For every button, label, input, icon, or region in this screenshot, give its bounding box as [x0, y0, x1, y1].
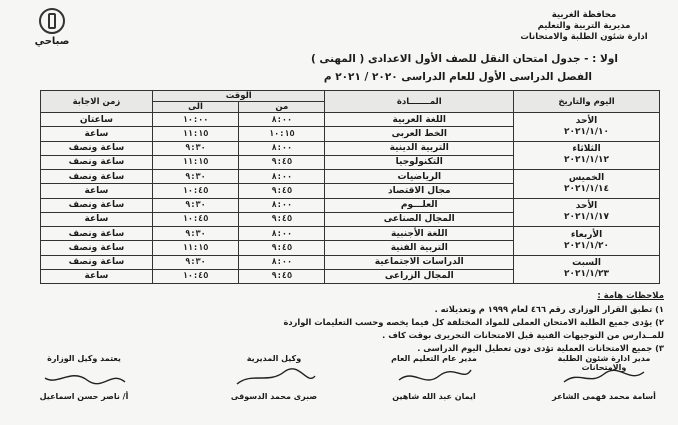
day-name: الأربعاء — [570, 229, 603, 240]
header-line: مديرية التربية والتعليم — [537, 21, 631, 31]
day-name: السبت — [572, 258, 601, 269]
subject-cell: التكنولوجيا — [325, 155, 514, 169]
day-date-cell — [514, 198, 660, 227]
notes-title: ملاحظات هامة : — [597, 291, 664, 301]
from-cell: ٩:٤٥ — [239, 212, 325, 226]
logo-text: صباحي — [34, 36, 70, 47]
from-cell: ٨:٠٠ — [239, 255, 325, 269]
signature-block — [544, 354, 664, 401]
title-line-2: الفصل الدراسى الأول للعام الدراسى ٢٠٢٠ / ٢٠٢١ م — [323, 71, 592, 83]
day-date-cell — [514, 255, 660, 284]
to-cell: ١١:١٥ — [152, 127, 238, 141]
subject-cell: مجال الاقتصاد — [325, 184, 514, 198]
to-cell: ١٠:٠٠ — [152, 113, 238, 127]
signature-title: مدير ادارة شئون الطلبة والامتحانات — [557, 354, 651, 372]
duration-cell: ساعة ونصف — [41, 255, 153, 269]
signature-block — [374, 354, 494, 401]
notes-section — [40, 290, 664, 355]
header-day-date: اليوم والتاريخ — [514, 91, 660, 113]
exam-date: ٢٠٢١/١/١٧ — [564, 212, 610, 223]
day-date-cell — [514, 141, 660, 170]
from-cell: ٩:٤٥ — [239, 155, 325, 169]
signature-title: يعتمد وكيل الوزارة — [47, 354, 121, 363]
to-cell: ١٠:٤٥ — [152, 212, 238, 226]
seal-icon — [39, 8, 65, 34]
note-item: ٢) يؤدى جميع الطلبة الامتحان العملى للمواد المختلفة كل فيما يخصه وحسب التعليمات الواردة — [283, 317, 664, 327]
header-from: من — [239, 102, 325, 113]
exam-schedule-table — [40, 90, 660, 284]
to-cell: ٩:٣٠ — [152, 141, 238, 155]
signature-scribble-icon — [374, 366, 494, 388]
day-name: الخميس — [568, 172, 605, 183]
header-duration: زمن الاجابة — [41, 91, 153, 113]
from-cell: ٩:٤٥ — [239, 184, 325, 198]
header-subject: المـــــــادة — [325, 91, 514, 113]
institution-header — [504, 10, 664, 43]
from-cell: ٨:٠٠ — [239, 113, 325, 127]
day-name: الثلاثاء — [572, 144, 601, 155]
day-name: الأحد — [575, 201, 598, 212]
day-date-cell — [514, 170, 660, 199]
signatures — [14, 354, 664, 414]
duration-cell: ساعة — [41, 184, 153, 198]
duration-cell: ساعتان — [41, 113, 153, 127]
logo — [28, 8, 76, 47]
header-line: ادارة شئون الطلبة والامتحانات — [520, 32, 648, 42]
day-date-cell — [514, 113, 660, 142]
header-line: محافظة الغربية — [551, 10, 617, 20]
subject-cell: التربية الفنية — [325, 241, 514, 255]
subject-cell: اللغة العربية — [325, 113, 514, 127]
note-item: ٣) جميع الامتحانات العملية تؤدى دون تعطيل اليوم الدراسى . — [417, 343, 664, 353]
subject-cell: المجال الزراعى — [325, 269, 514, 283]
duration-cell: ساعة ونصف — [41, 241, 153, 255]
day-name: الأحد — [575, 115, 598, 126]
document-titles — [40, 50, 664, 86]
duration-cell: ساعة ونصف — [41, 141, 153, 155]
from-cell: ٩:٤٥ — [239, 241, 325, 255]
duration-cell: ساعة ونصف — [41, 155, 153, 169]
table-row — [41, 170, 660, 184]
duration-cell: ساعة ونصف — [41, 227, 153, 241]
table-row — [41, 227, 660, 241]
day-date-cell — [514, 227, 660, 256]
signature-block — [214, 354, 334, 401]
schedule-body — [41, 113, 660, 284]
signature-name: صبرى محمد الدسوقى — [230, 392, 318, 401]
table-row — [41, 198, 660, 212]
signature-scribble-icon — [24, 366, 144, 388]
to-cell: ١٠:٤٥ — [152, 184, 238, 198]
subject-cell: اللغة الأجنبية — [325, 227, 514, 241]
header-to: الى — [152, 102, 238, 113]
table-row — [41, 255, 660, 269]
from-cell: ٨:٠٠ — [239, 141, 325, 155]
exam-date: ٢٠٢١/١/١٠ — [564, 126, 610, 137]
subject-cell: الدراسات الاجتماعية — [325, 255, 514, 269]
signature-name: أ/ ناصر حسن اسماعيل — [39, 392, 129, 401]
subject-cell: العلـــوم — [325, 198, 514, 212]
to-cell: ١١:١٥ — [152, 241, 238, 255]
to-cell: ٩:٣٠ — [152, 255, 238, 269]
title-line-1: اولا : - جدول امتحان النقل للصف الأول الاعدادى ( المهنى ) — [310, 53, 618, 65]
from-cell: ١٠:١٥ — [239, 127, 325, 141]
exam-date: ٢٠٢١/١/٢٣ — [564, 269, 610, 280]
signature-block — [24, 354, 144, 401]
to-cell: ٩:٣٠ — [152, 198, 238, 212]
signature-name: ايمان عبد الله شاهين — [392, 392, 476, 401]
duration-cell: ساعة — [41, 212, 153, 226]
table-row — [41, 113, 660, 127]
duration-cell: ساعة ونصف — [41, 198, 153, 212]
note-item: للمــدارس من التوجيهات الفنية قبل الامتحانات التحريرى بوقت كاف . — [382, 330, 664, 340]
subject-cell: التربية الدينية — [325, 141, 514, 155]
to-cell: ١١:١٥ — [152, 155, 238, 169]
to-cell: ٩:٣٠ — [152, 227, 238, 241]
signature-title: مدير عام التعليم العام — [391, 354, 477, 363]
from-cell: ٨:٠٠ — [239, 198, 325, 212]
subject-cell: الخط العربى — [325, 127, 514, 141]
from-cell: ٩:٤٥ — [239, 269, 325, 283]
subject-cell: الرياضيات — [325, 170, 514, 184]
from-cell: ٨:٠٠ — [239, 170, 325, 184]
table-row — [41, 141, 660, 155]
duration-cell: ساعة ونصف — [41, 170, 153, 184]
signature-scribble-icon — [214, 366, 334, 388]
note-item: ١) تطبق القرار الوزارى رقم ٤٦٦ لعام ١٩٩٩ م وتعديلاته . — [434, 304, 664, 314]
to-cell: ٩:٣٠ — [152, 170, 238, 184]
exam-date: ٢٠٢١/١/١٢ — [564, 155, 610, 166]
header-time: الوقت — [152, 91, 325, 102]
subject-cell: المجال الصناعى — [325, 212, 514, 226]
exam-date: ٢٠٢١/١/٢٠ — [564, 240, 610, 251]
exam-date: ٢٠٢١/١/١٤ — [564, 183, 610, 194]
from-cell: ٨:٠٠ — [239, 227, 325, 241]
signature-scribble-icon — [544, 366, 664, 388]
signature-title: وكيل المديرية — [246, 354, 302, 363]
to-cell: ١٠:٤٥ — [152, 269, 238, 283]
duration-cell: ساعة — [41, 127, 153, 141]
signature-name: أسامة محمد فهمى الشاعر — [552, 392, 656, 401]
duration-cell: ساعة — [41, 269, 153, 283]
